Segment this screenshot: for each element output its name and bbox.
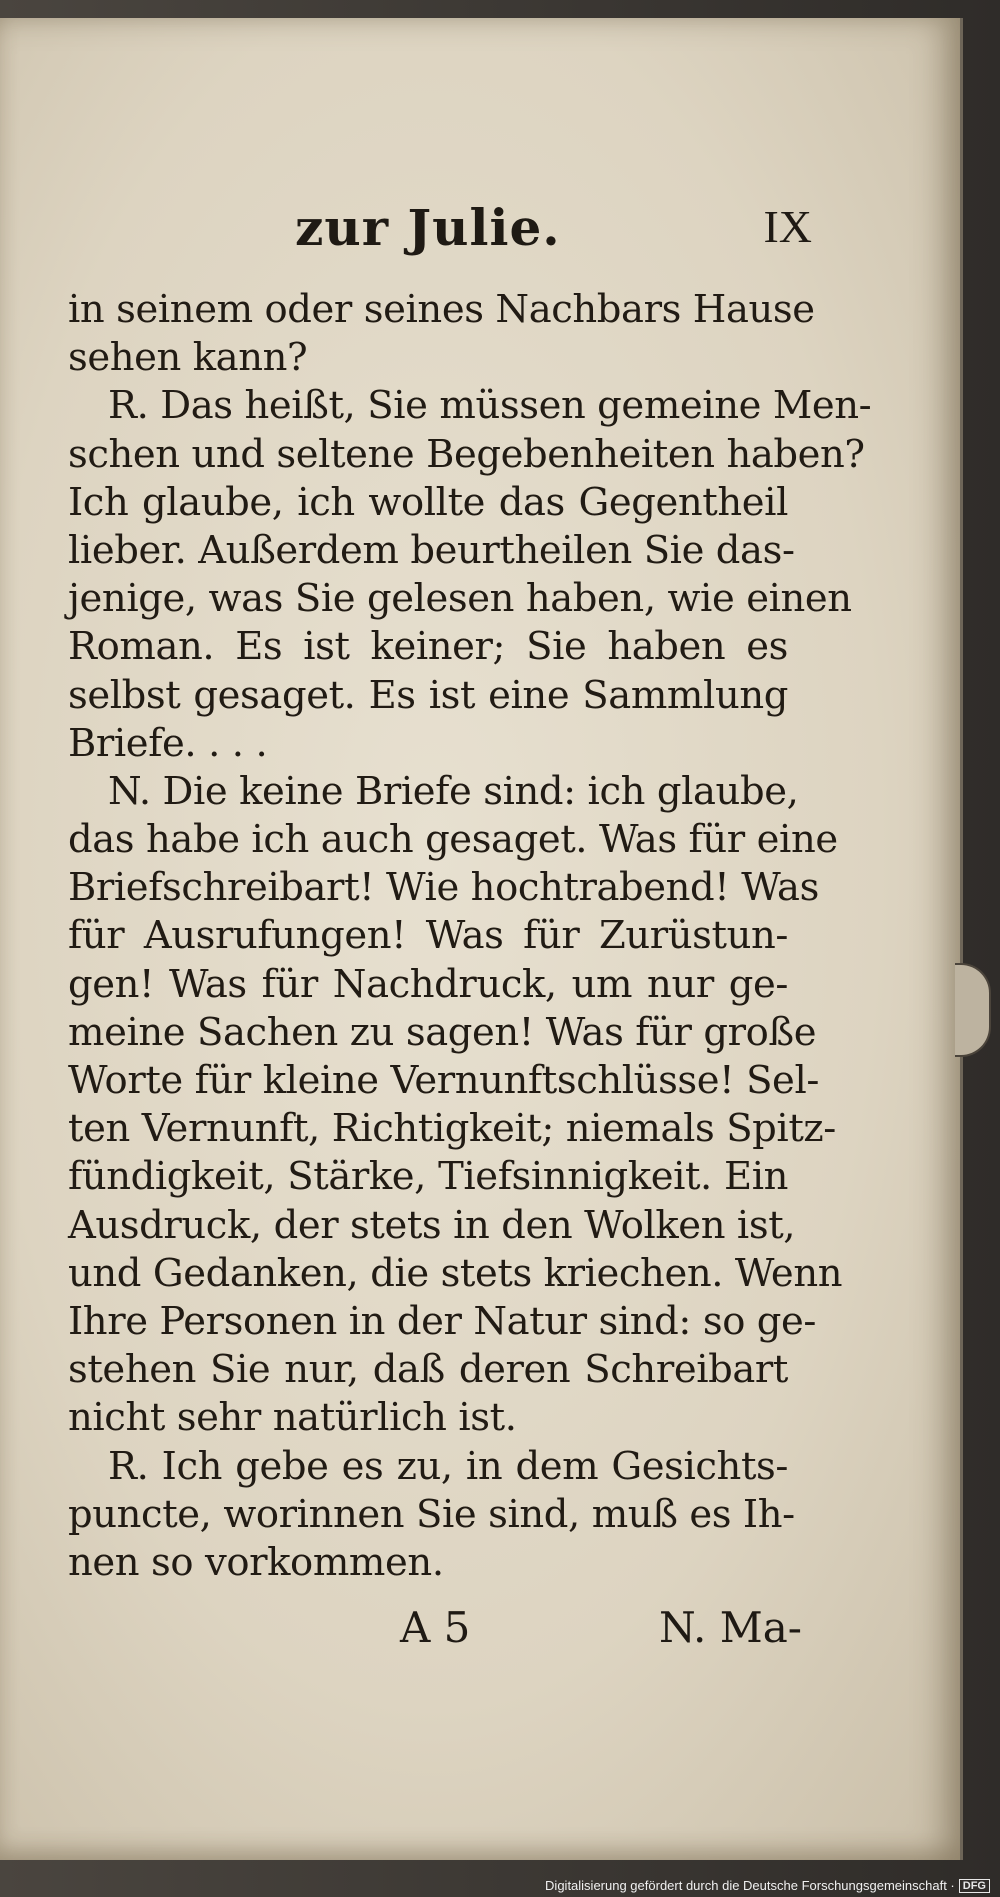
text-line: Briefe. . . . — [68, 720, 268, 766]
text-line: sehen kann? — [68, 335, 308, 381]
running-head: zur Julie. — [295, 198, 561, 257]
page-number: IX — [763, 201, 812, 252]
text-line: schen und seltene Begebenheiten haben? — [68, 431, 865, 477]
text-line: Ich glaube, ich wollte das Gegentheil — [68, 479, 788, 525]
digitization-credit — [545, 1878, 990, 1893]
text-line: und Gedanken, die stets kriechen. Wenn — [68, 1250, 843, 1296]
credit-text: Digitalisierung gefördert durch die Deutsche Forschungsgemeinschaft · — [545, 1878, 955, 1893]
page-footer — [80, 1603, 800, 1663]
text-line: Ihre Personen in der Natur sind: so ge- — [68, 1298, 817, 1344]
text-line: das habe ich auch gesaget. Was für eine — [68, 817, 838, 863]
page-header — [80, 198, 812, 268]
text-line: ten Vernunft, Richtigkeit; niemals Spitz- — [68, 1106, 836, 1152]
text-line: R. Ich gebe es zu, in dem Gesichts- — [108, 1443, 788, 1489]
text-line: meine Sachen zu sagen! Was für große — [68, 1009, 817, 1055]
signature-mark: A 5 — [400, 1603, 471, 1652]
text-line: Roman. Es ist keiner; Sie haben es — [68, 624, 788, 670]
text-line: nicht sehr natürlich ist. — [68, 1395, 517, 1441]
body-text — [68, 286, 872, 1587]
text-line: fündigkeit, Stärke, Tiefsinnigkeit. Ein — [68, 1154, 788, 1200]
text-line: lieber. Außerdem beurtheilen Sie das- — [68, 527, 795, 573]
page-edge-fold — [955, 963, 991, 1057]
text-line: Ausdruck, der stets in den Wolken ist, — [68, 1202, 796, 1248]
text-line: N. Die keine Briefe sind: ich glaube, — [108, 768, 799, 814]
text-line: selbst gesaget. Es ist eine Sammlung — [68, 672, 788, 718]
text-line: Worte für kleine Vernunftschlüsse! Sel- — [68, 1058, 819, 1103]
text-line: jenige, was Sie gelesen haben, wie einen — [68, 576, 852, 622]
text-line: Briefschreibart! Wie hochtrabend! Was — [68, 865, 819, 911]
text-line: nen so vorkommen. — [68, 1539, 444, 1585]
catchword: N. Ma- — [658, 1603, 802, 1652]
text-line: stehen Sie nur, daß deren Schreibart — [68, 1347, 788, 1393]
text-line: R. Das heißt, Sie müssen gemeine Men- — [108, 383, 872, 429]
text-line: gen! Was für Nachdruck, um nur ge- — [68, 961, 788, 1007]
dfg-logo-icon: DFG — [959, 1879, 990, 1893]
text-line: puncte, worinnen Sie sind, muß es Ih- — [68, 1491, 795, 1537]
text-line: für Ausrufungen! Was für Zurüstun- — [68, 913, 788, 959]
text-line: in seinem oder seines Nachbars Hause — [68, 287, 815, 332]
book-page — [0, 18, 963, 1860]
